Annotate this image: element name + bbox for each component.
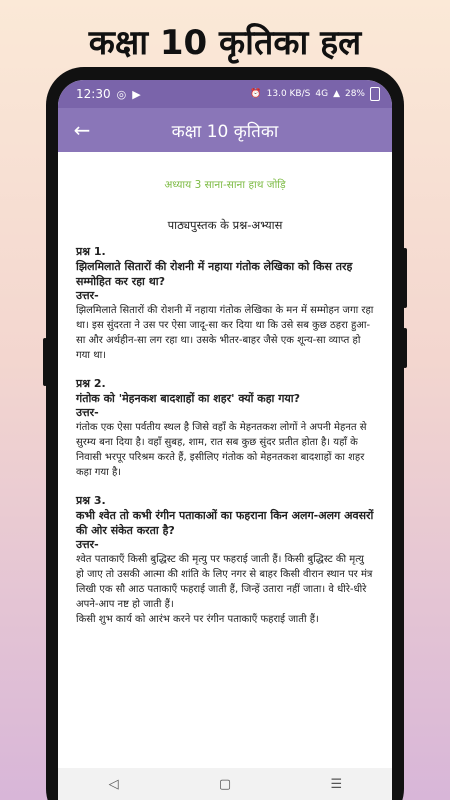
status-right bbox=[250, 87, 380, 101]
answer-text: गंतोक एक ऐसा पर्वतीय स्थल है जिसे वहाँ के मेहनतकश लोगों ने अपनी मेहनत से सुरम्य बना दिया है। वहाँ सुबह, शाम, रात सब कुछ सुंदर प्रतीत होता है। यहाँ के निवासी भरपूर परिश्रम करते हैं, इसीलिए गंतोक को मेहनतकश बादशाहों का शहर कहा गया है। bbox=[76, 422, 367, 478]
answer-label: उत्तर- bbox=[76, 538, 99, 551]
question-text: गंतोक को 'मेहनकश बादशाहों का शहर' क्यों कहा गया? bbox=[76, 392, 301, 405]
back-triangle-icon[interactable]: ◁ bbox=[108, 776, 119, 792]
phone-screen bbox=[58, 80, 392, 800]
answer-label: उत्तर- bbox=[76, 289, 99, 302]
network-speed: 13.0 KB/S bbox=[266, 89, 311, 99]
chapter-title: अध्याय 3 साना-साना हाथ जोड़ि bbox=[164, 179, 286, 191]
answer-text: झिलमिलाते सितारों की रोशनी में नहाया गंतोक लेखिका के मन में सम्मोहन जगा रहा था। इस सुंदरता ने उस पर ऐसा जादू-सा कर दिया था कि उसे सब कुछ ठहरा हुआ-सा और अर्थहीन-सा लग रहा था। उसके भीतर-बाहर जैसे एक शून्य-सा व्याप्त हो गया था। bbox=[76, 305, 374, 361]
system-nav-bar bbox=[58, 768, 392, 800]
promo-title: कक्षा 10 कृतिका हल bbox=[88, 23, 362, 63]
battery-icon bbox=[370, 87, 380, 101]
question-number: प्रश्न 2. bbox=[76, 377, 106, 390]
play-icon: ▶ bbox=[132, 87, 141, 101]
battery-text: 28% bbox=[344, 89, 365, 99]
question-number: प्रश्न 3. bbox=[76, 494, 106, 507]
signal-label: 4G bbox=[315, 89, 329, 99]
question-text: कभी श्वेत तो कभी रंगीन पताकाओं का फहराना किन अलग-अलग अवसरों की ओर संकेत करता है? bbox=[76, 509, 374, 537]
alarm-icon: ⏰ bbox=[250, 89, 262, 99]
phone-side-button bbox=[43, 338, 47, 386]
question-block bbox=[76, 245, 374, 363]
answer-label: उत्तर- bbox=[76, 406, 99, 419]
status-time: 12:30 bbox=[76, 87, 111, 101]
signal-icon: ▲ bbox=[333, 89, 340, 99]
answer-text: किसी शुभ कार्य को आरंभ करने पर रंगीन पताकाएँ फहराई जाती हैं। bbox=[76, 614, 319, 625]
app-bar bbox=[58, 108, 392, 152]
section-heading: पाठ्यपुस्तक के प्रश्न-अभ्यास bbox=[167, 218, 283, 232]
status-bar bbox=[58, 80, 392, 108]
phone-side-button bbox=[403, 328, 407, 368]
question-block bbox=[76, 494, 374, 627]
whatsapp-icon: ◎ bbox=[116, 87, 127, 101]
content-area[interactable] bbox=[58, 152, 392, 768]
question-block bbox=[76, 377, 374, 480]
arrow-left-icon[interactable]: ← bbox=[73, 118, 91, 142]
home-square-icon[interactable]: ▢ bbox=[218, 776, 232, 792]
question-text: झिलमिलाते सितारों की रोशनी में नहाया गंतोक लेखिका को किस तरह सम्मोहित कर रहा था? bbox=[76, 260, 353, 288]
question-number: प्रश्न 1. bbox=[76, 245, 106, 258]
phone-side-button bbox=[403, 248, 407, 308]
menu-lines-icon[interactable]: ☰ bbox=[330, 776, 343, 792]
app-title: कक्षा 10 कृतिका bbox=[171, 121, 279, 142]
answer-text: श्वेत पताकाएँ किसी बुद्धिस्ट की मृत्यु पर फहराई जाती हैं। किसी बुद्धिस्ट की मृत्यु हो जाए तो उसकी आत्मा की शांति के लिए नगर से बाहर किसी वीरान स्थान पर मंत्र लिखी एक सौ आठ पताकाएँ फहराई जाती हैं, जिन्हें उतारा नहीं जाता। वे धीरे-धीरे अपने-आप नष्ट हो जाती हैं। bbox=[76, 554, 373, 610]
